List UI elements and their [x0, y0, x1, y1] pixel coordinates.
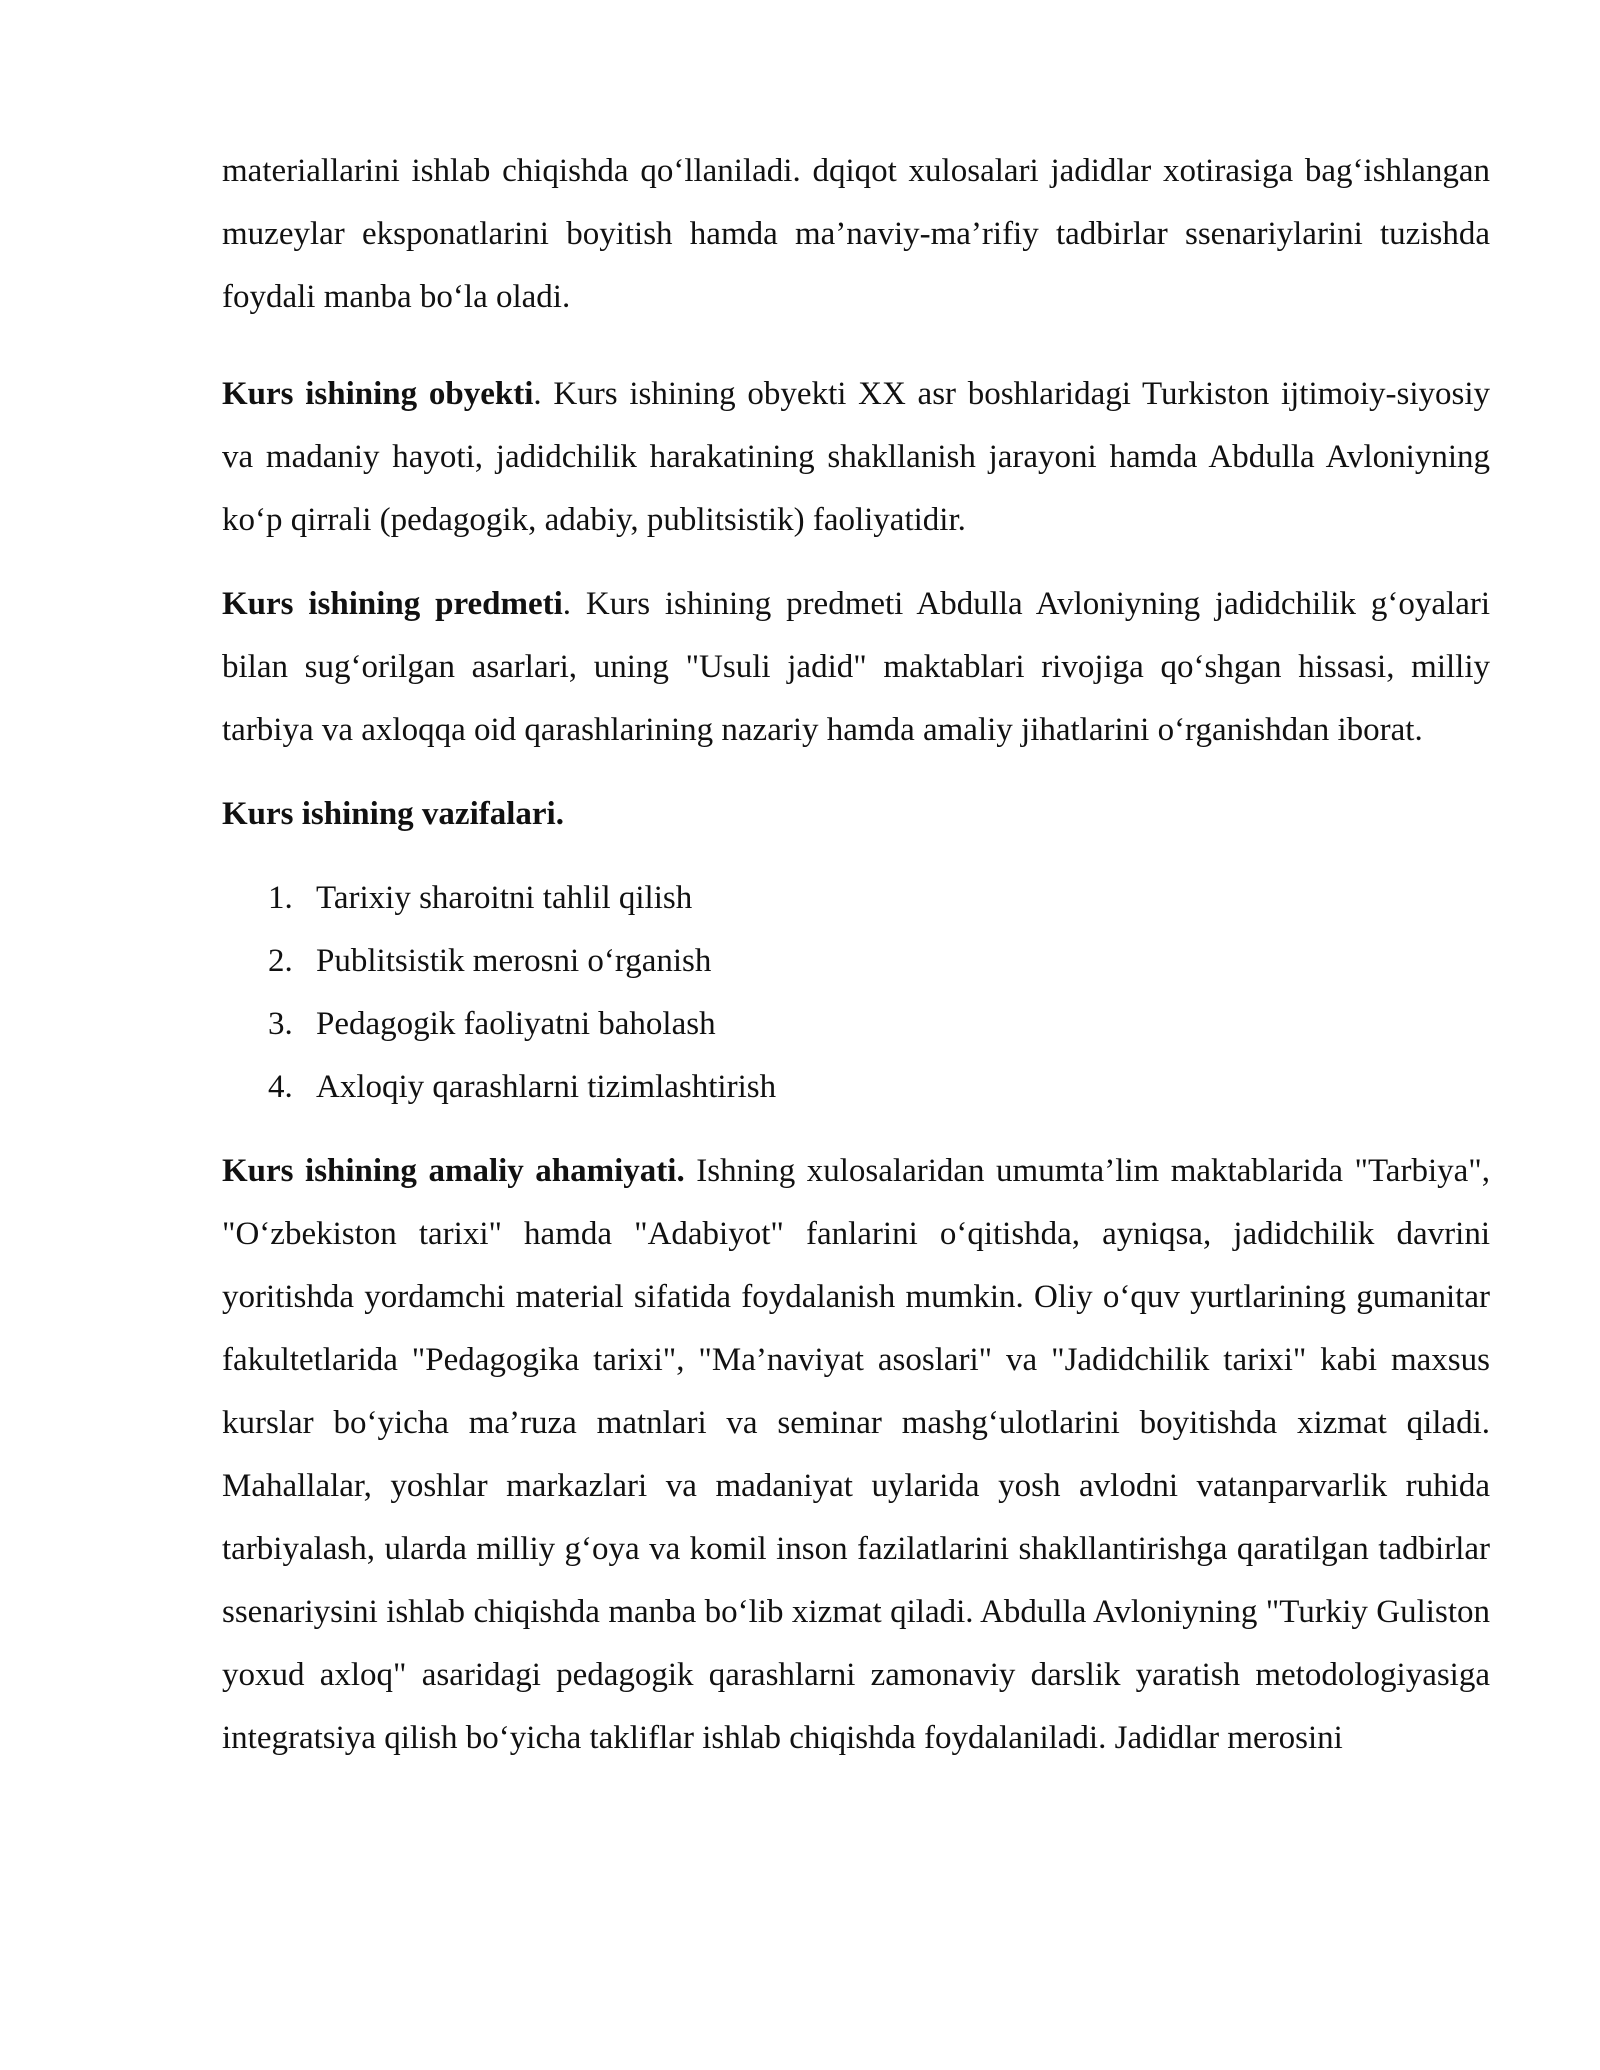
obyekt-body: . Kurs ishining obyekti XX asr boshlaridagi Turkiston ijtimoiy-siyosiy va madaniy hayoti, jadidchilik harakatining shakllanish jarayoni hamda Abdulla Avloniyning ko‘p qirrali (pedagogik, adabiy, publitsistik) faoliyatidir. [222, 376, 1490, 538]
obyekt-heading: Kurs ishining obyekti [222, 376, 534, 412]
list-item-number: 4. [268, 1069, 293, 1105]
predmet-heading: Kurs ishining predmeti [222, 586, 563, 622]
list-item-number: 1. [268, 880, 293, 916]
ahamiyati-body: Ishning xulosalaridan umumta’lim maktablarida "Tarbiya", "O‘zbekiston tarixi" hamda "Adabiyot" fanlarini o‘qitishda, ayniqsa, jadidchilik davrini yoritishda yordamchi material sifatida foydalanish mumkin. Oliy o‘quv yurtlarining gumanitar fakultetlarida "Pedagogika tarixi", "Ma’naviyat asoslari" va "Jadidchilik tarixi" kabi maxsus kurslar bo‘yicha ma’ruza matnlari va seminar mashg‘ulotlarini boyitishda xizmat qiladi. Mahallalar, yoshlar markazlari va madaniyat uylarida yosh avlodni vatanparvarlik ruhida tarbiyalash, ularda milliy g‘oya va komil inson fazilatlarini shakllantirishga qaratilgan tadbirlar ssenariysini ishlab chiqishda manba bo‘lib xizmat qiladi. Abdulla Avloniyning "Turkiy Guliston yoxud axloq" asaridagi pedagogik qarashlarni zamonaviy darslik yaratish metodologiyasiga integratsiya qilish bo‘yicha takliflar ishlab chiqishda foydalaniladi. Jadidlar merosini [222, 1153, 1490, 1756]
list-item-text: Axloqiy qarashlarni tizimlashtirish [316, 1069, 777, 1105]
ahamiyati-paragraph [222, 1140, 1490, 1770]
ahamiyati-heading: Kurs ishining amaliy ahamiyati. [222, 1153, 685, 1189]
list-item [222, 993, 1490, 1056]
list-item-text: Tarixiy sharoitni tahlil qilish [316, 880, 693, 916]
list-item-number: 3. [268, 1006, 293, 1042]
intro-paragraph: materiallarini ishlab chiqishda qo‘llaniladi. dqiqot xulosalari jadidlar xotirasiga bag‘ishlangan muzeylar eksponatlarini boyitish hamda ma’naviy-ma’rifiy tadbirlar ssenariylarini tuzishda foydali manba bo‘la oladi. [222, 153, 1490, 315]
list-item [222, 930, 1490, 993]
list-item-text: Pedagogik faoliyatni baholash [316, 1006, 716, 1042]
document-page [222, 140, 1490, 1770]
obyekt-paragraph [222, 363, 1490, 552]
list-item [222, 1056, 1490, 1119]
predmet-paragraph [222, 573, 1490, 762]
list-item [222, 867, 1490, 930]
tasks-list [222, 867, 1490, 1119]
predmet-body: . Kurs ishining predmeti Abdulla Avloniyning jadidchilik g‘oyalari bilan sug‘orilgan asarlari, uning "Usuli jadid" maktablari rivojiga qo‘shgan hissasi, milliy tarbiya va axloqqa oid qarashlarining nazariy hamda amaliy jihatlarini o‘rganishdan iborat. [222, 586, 1490, 748]
vazifalari-heading: Kurs ishining vazifalari. [222, 796, 564, 832]
list-item-number: 2. [268, 943, 293, 979]
list-item-text: Publitsistik merosni o‘rganish [316, 943, 712, 979]
